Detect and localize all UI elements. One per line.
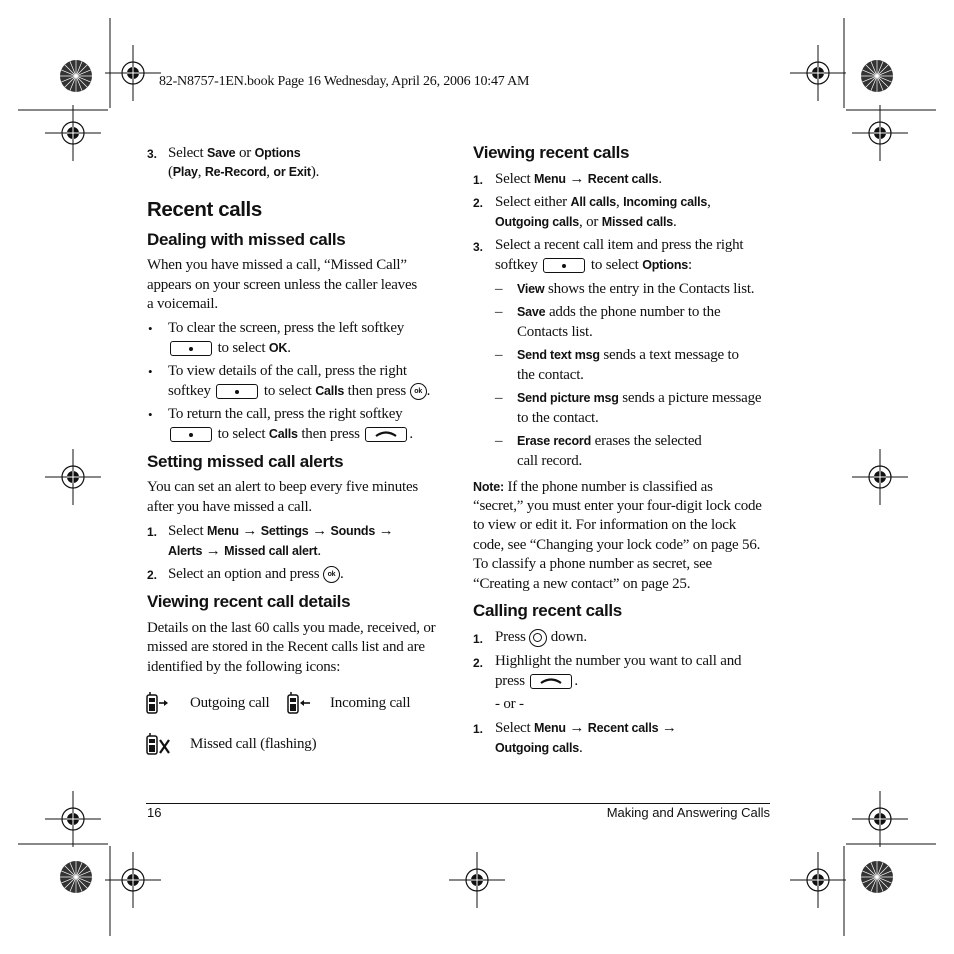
option-save: Save adds the phone number to the xyxy=(517,304,721,320)
note-line-1: Note: If the phone number is classified as xyxy=(473,479,713,495)
note-line: “secret,” you must enter your four-digit lock code xyxy=(473,498,762,514)
incoming-call-label: Incoming call xyxy=(330,695,411,711)
paragraph-line: identified by the following icons: xyxy=(147,659,341,675)
send-key-icon xyxy=(365,427,407,442)
footer-rule xyxy=(146,803,770,804)
view-step-1: Select Menu → Recent calls. xyxy=(495,171,662,187)
bullet-3-line-1: To return the call, press the right softkey xyxy=(168,406,403,422)
step-number: 1. xyxy=(473,632,484,646)
option-erase-cont: call record. xyxy=(517,453,583,469)
outgoing-call-icon xyxy=(146,692,170,716)
send-key-icon xyxy=(530,674,572,689)
step-number: 2. xyxy=(147,568,158,582)
alert-step-2: Select an option and press ok . xyxy=(168,566,344,582)
call-step-1: Press down. xyxy=(495,629,587,645)
option-view: View shows the entry in the Contacts list. xyxy=(517,281,755,297)
alert-step-1-line-1: Select Menu → Settings → Sounds → xyxy=(168,523,394,539)
option-send-picture-cont: to the contact. xyxy=(517,410,599,426)
subheading-recent-call-details: Viewing recent call details xyxy=(147,592,351,611)
page-number: 16 xyxy=(147,805,162,820)
bullet-2-line-2: softkey to select Calls then press ok . xyxy=(168,383,431,399)
alert-step-1-line-2: Alerts → Missed call alert. xyxy=(168,543,321,559)
call-step-alt-line-2: Outgoing calls. xyxy=(495,740,583,756)
subheading-missed-calls: Dealing with missed calls xyxy=(147,230,346,249)
step-number: 2. xyxy=(473,196,484,210)
view-step-3-line-2: softkey to select Options: xyxy=(495,257,693,273)
paragraph-line: appears on your screen unless the caller leaves xyxy=(147,277,418,293)
paragraph-line: a voicemail. xyxy=(147,296,218,312)
bullet-dot: • xyxy=(148,407,153,422)
step-3-line-1: Select Save or Options xyxy=(168,145,301,161)
subheading-viewing-recent-calls: Viewing recent calls xyxy=(473,143,630,162)
view-step-3-line-1: Select a recent call item and press the right xyxy=(495,237,744,253)
note-line: code, see “Changing your lock code” on page 56. xyxy=(473,537,761,553)
outgoing-call-label: Outgoing call xyxy=(190,695,270,711)
option-save-cont: Contacts list. xyxy=(517,324,593,340)
bullet-3-line-2: to select Calls then press . xyxy=(168,425,413,445)
step-number: 1. xyxy=(147,525,158,539)
left-softkey-icon xyxy=(170,341,212,356)
bullet-2-line-1: To view details of the call, press the right xyxy=(168,363,407,379)
missed-call-icon xyxy=(146,733,172,757)
paragraph-line: after you have missed a call. xyxy=(147,499,312,515)
bullet-1-line-1: To clear the screen, press the left softkey xyxy=(168,320,405,336)
step-number: 2. xyxy=(473,656,484,670)
incoming-call-icon xyxy=(287,692,311,716)
option-send-picture: Send picture msg sends a picture message xyxy=(517,390,762,406)
option-dash: – xyxy=(495,281,503,297)
bullet-1-line-2: to select OK. xyxy=(168,339,291,359)
call-step-alt-line-1: Select Menu → Recent calls → xyxy=(495,720,677,736)
step-3-line-2: (Play, Re-Record, or Exit). xyxy=(168,164,320,180)
option-dash: – xyxy=(495,304,503,320)
step-number: 3. xyxy=(473,240,484,254)
missed-call-label: Missed call (flashing) xyxy=(190,736,317,752)
step-number: 1. xyxy=(473,722,484,736)
navigation-key-icon xyxy=(529,629,547,647)
bullet-dot: • xyxy=(148,364,153,379)
ok-key-icon: ok xyxy=(410,383,427,400)
note-line: To classify a phone number as secret, see xyxy=(473,556,712,572)
section-title: Recent calls xyxy=(147,198,262,221)
step-number: 3. xyxy=(147,147,158,161)
view-step-2-line-1: Select either All calls, Incoming calls, xyxy=(495,194,711,210)
or-separator: - or - xyxy=(495,696,524,712)
ok-key-icon: ok xyxy=(323,566,340,583)
call-step-2-line-1: Highlight the number you want to call and xyxy=(495,653,742,669)
option-dash: – xyxy=(495,347,503,363)
bullet-dot: • xyxy=(148,321,153,336)
right-softkey-icon xyxy=(170,427,212,442)
view-step-2-line-2: Outgoing calls, or Missed calls. xyxy=(495,214,677,230)
chapter-title: Making and Answering Calls xyxy=(606,805,770,820)
option-erase: Erase record erases the selected xyxy=(517,433,702,449)
option-dash: – xyxy=(495,433,503,449)
step-number: 1. xyxy=(473,173,484,187)
note-line: “Creating a new contact” on page 25. xyxy=(473,576,691,592)
right-softkey-icon xyxy=(216,384,258,399)
paragraph-line: You can set an alert to beep every five minutes xyxy=(147,479,419,495)
note-line: to view or edit it. For information on the lock xyxy=(473,517,737,533)
option-dash: – xyxy=(495,390,503,406)
subheading-missed-call-alerts: Setting missed call alerts xyxy=(147,452,344,471)
call-step-2-line-2: press . xyxy=(495,673,578,689)
option-send-text-cont: the contact. xyxy=(517,367,584,383)
paragraph-line: Details on the last 60 calls you made, received, or xyxy=(147,620,436,636)
option-send-text: Send text msg sends a text message to xyxy=(517,347,739,363)
subheading-calling-recent-calls: Calling recent calls xyxy=(473,601,622,620)
right-softkey-icon xyxy=(543,258,585,273)
print-slug: 82-N8757-1EN.book Page 16 Wednesday, April 26, 2006 10:47 AM xyxy=(159,74,530,89)
paragraph-line: missed are stored in the Recent calls list and are xyxy=(147,639,425,655)
paragraph-line: When you have missed a call, “Missed Call” xyxy=(147,257,407,273)
